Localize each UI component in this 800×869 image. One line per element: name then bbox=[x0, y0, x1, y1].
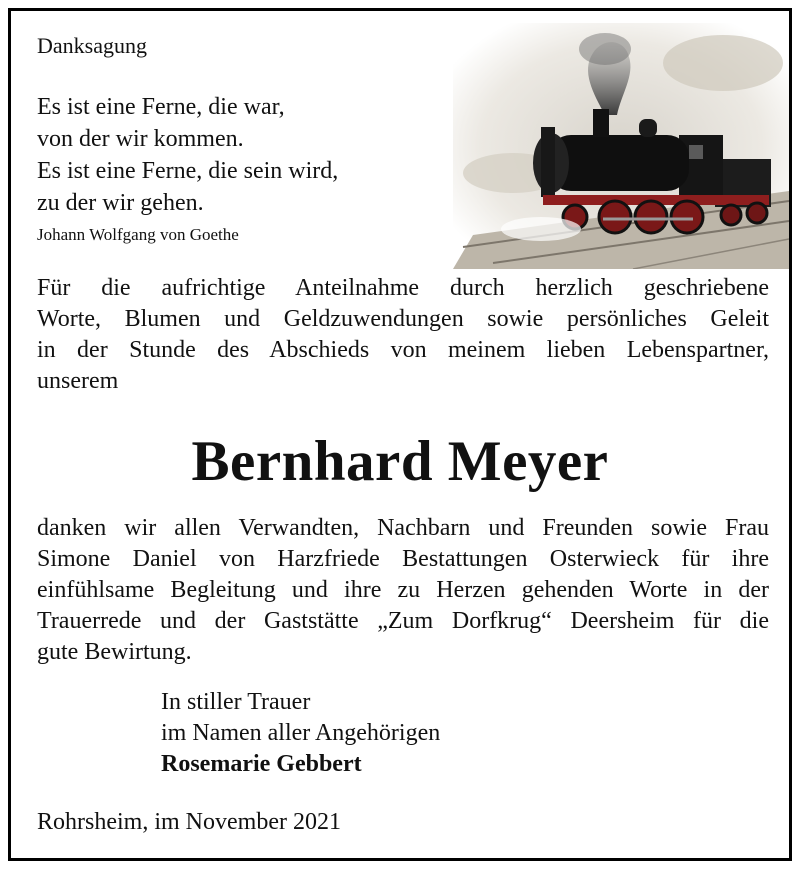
text-line: Worte, Blumen und Geldzuwendungen sowie persönliches Geleit bbox=[37, 306, 769, 332]
heading: Danksagung bbox=[37, 33, 147, 58]
thanks-paragraph bbox=[37, 273, 769, 397]
signature-line: im Namen aller Angehörigen bbox=[161, 720, 441, 746]
text-line: unserem bbox=[37, 368, 119, 394]
text-line: Trauerrede und der Gaststätte „Zum Dorfkrug“ Deersheim für die bbox=[37, 608, 769, 634]
signature-name: Rosemarie Gebbert bbox=[161, 751, 362, 777]
place-date: Rohrsheim, im November 2021 bbox=[37, 809, 341, 835]
text-line: einfühlsame Begleitung und ihre zu Herzen gehenden Worte in der bbox=[37, 577, 769, 603]
deceased-name: Bernhard Meyer bbox=[191, 430, 609, 493]
text-line: danken wir allen Verwandten, Nachbarn und Freunden sowie Frau bbox=[37, 515, 769, 541]
poem-author: Johann Wolfgang von Goethe bbox=[37, 225, 239, 244]
signature-block bbox=[161, 687, 440, 780]
text-line: Simone Daniel von Harzfriede Bestattungen Osterwieck für ihre bbox=[37, 546, 769, 572]
poem-line: von der wir kommen. bbox=[37, 126, 244, 152]
steam-locomotive-image bbox=[453, 23, 789, 269]
signature-line: In stiller Trauer bbox=[161, 689, 311, 715]
text-line: in der Stunde des Abschieds von meinem lieben Lebenspartner, bbox=[37, 337, 769, 363]
obituary-frame bbox=[8, 8, 792, 861]
poem bbox=[37, 91, 338, 219]
text-line: gute Bewirtung. bbox=[37, 639, 192, 665]
poem-line: Es ist eine Ferne, die war, bbox=[37, 94, 285, 120]
poem-line: zu der wir gehen. bbox=[37, 190, 204, 216]
text-line: Für die aufrichtige Anteilnahme durch herzlich geschriebene bbox=[37, 275, 769, 301]
poem-line: Es ist eine Ferne, die sein wird, bbox=[37, 158, 339, 184]
thanks-paragraph-continued bbox=[37, 513, 769, 668]
